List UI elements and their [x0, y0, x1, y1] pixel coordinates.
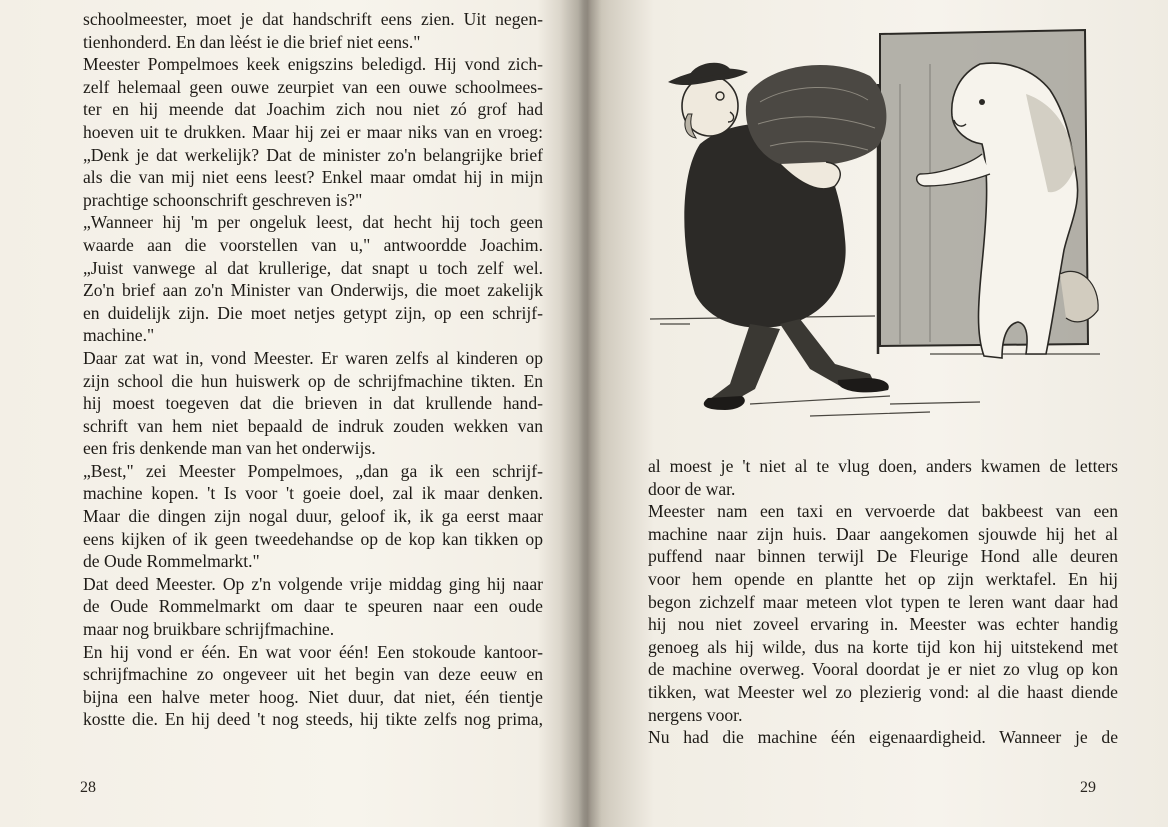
text-line: En hij vond er één. En wat voor één! Een stokoude kantoor-	[83, 641, 543, 662]
text-line: „Wanneer hij 'm per ongeluk leest, dat hecht hij toch geen	[83, 212, 543, 233]
text-line: ter en hij meende dat Joachim zich nou niet zó grof had	[83, 99, 543, 120]
text-line: eens kijken of ik geen tweedehandse op de kop kan tikken op	[83, 528, 543, 549]
text-line: al moest je 't niet al te vlug doen, anders kwamen de letters	[648, 456, 1118, 476]
text-line: voor hem opende en plantte het op zijn werktafel. En hij	[648, 568, 1118, 589]
left-page-text	[83, 8, 543, 731]
text-line: schrijfmachine zo ongeveer uit het begin van deze eeuw en	[83, 664, 543, 685]
text-line: bijna een halve meter hoog. Niet duur, dat niet, één tientje	[83, 686, 543, 707]
text-line: door de war.	[648, 478, 736, 499]
right-page-text	[648, 455, 1118, 749]
text-line: zijn school die hun huiswerk op de schrijfmachine tikten. En	[83, 370, 543, 391]
text-line: machine naar zijn huis. Daar aangekomen sjouwde hij het al	[648, 523, 1118, 544]
text-line: de Oude Rommelmarkt om daar te speuren naar een oude	[83, 596, 543, 617]
text-line: tikken, wat Meester wel zo plezierig vond: al die haast diende	[648, 681, 1118, 702]
text-line: zelf helemaal geen ouwe zeurpiet van een ouwe schoolmees-	[83, 76, 543, 97]
text-line: machine kopen. 't Is voor 't goeie doel, zal ik maar denken.	[83, 483, 543, 504]
text-line: kostte die. En hij deed 't nog steeds, hij tikte zelfs nog prima,	[83, 709, 543, 730]
text-line: machine."	[83, 325, 155, 346]
text-line: Meester nam een taxi en vervoerde dat bakbeest van een	[648, 501, 1118, 522]
text-line: de Oude Rommelmarkt."	[83, 551, 260, 572]
page-number: 29	[1080, 779, 1096, 796]
text-line: als die van mij niet eens leest? Enkel maar omdat hij in mijn	[83, 167, 543, 188]
text-line: hij nou niet zoveel ervaring in. Meester was echter handig	[648, 614, 1118, 635]
text-line: Maar die dingen zijn nogal duur, geloof ik, ik ga eerst maar	[83, 506, 543, 527]
text-line: „Denk je dat werkelijk? Dat de minister zo'n belangrijke brief	[83, 144, 543, 165]
illustration-man-with-typewriter-and-dog	[630, 24, 1110, 434]
text-line: Dat deed Meester. Op z'n volgende vrije middag ging hij naar	[83, 573, 543, 594]
text-line: schoolmeester, moet je dat handschrift eens zien. Uit negen-	[83, 9, 543, 29]
text-line: hij moest toegeven dat die brieven in dat krullende hand-	[83, 393, 543, 414]
text-line: de machine overweg. Vooral doordat je er niet zo vlug op kon	[648, 659, 1118, 680]
text-line: „Juist vanwege al dat krullerige, dat snapt u toch zelf wel.	[83, 257, 543, 278]
text-line: nergens voor.	[648, 704, 743, 725]
text-line: tienhonderd. En dan lèést ie die brief niet eens."	[83, 31, 421, 52]
text-line: Daar zat wat in, vond Meester. Er waren zelfs al kinderen op	[83, 347, 543, 368]
text-line: genoeg als hij wilde, dus na korte tijd kon hij uitstekend met	[648, 636, 1118, 657]
text-line: hoeven uit te drukken. Maar hij zei er maar niks van en vroeg:	[83, 121, 543, 142]
text-line: Meester Pompelmoes keek enigszins beledigd. Hij vond zich-	[83, 54, 543, 75]
text-line: puffend naar binnen terwijl De Fleurige Hond alle deuren	[648, 546, 1118, 567]
text-line: begon zichzelf maar meteen vlot typen te leren want daar had	[648, 591, 1118, 612]
text-line: „Best," zei Meester Pompelmoes, „dan ga ik een schrijf-	[83, 460, 543, 481]
text-line: maar nog bruikbare schrijfmachine.	[83, 619, 335, 640]
text-line: waarde aan die voorstellen van u," antwoordde Joachim.	[83, 234, 543, 255]
text-line: schrift van hem niet bepaald de indruk zouden wekken van	[83, 415, 543, 436]
text-line: Zo'n brief aan zo'n Minister van Onderwijs, die moet zakelijk	[83, 280, 543, 301]
text-line: en duidelijk zijn. Die moet netjes getypt zijn, op een schrijf-	[83, 302, 543, 323]
text-line: prachtige schoonschrift geschreven is?"	[83, 189, 363, 210]
text-line: een fris denkende man van het onderwijs.	[83, 438, 376, 459]
right-page	[584, 0, 1168, 827]
page-number: 28	[80, 779, 96, 796]
text-line: Nu had die machine één eigenaardigheid. Wanneer je de	[648, 727, 1118, 748]
